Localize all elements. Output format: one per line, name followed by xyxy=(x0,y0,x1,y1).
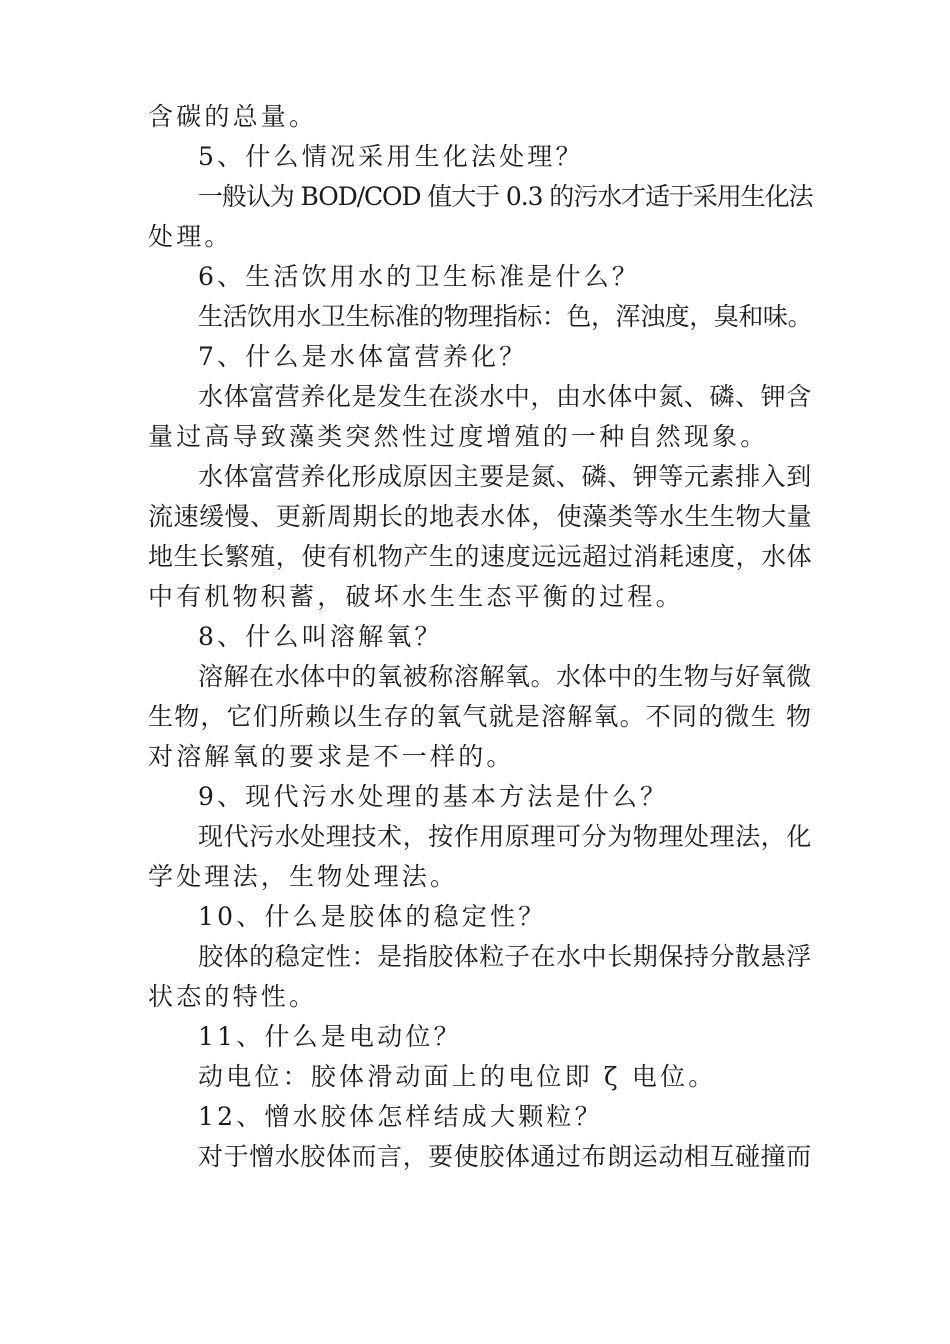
text-line: 中有机物积蓄，破坏水生生态平衡的过程。 xyxy=(148,582,684,611)
text-line: 水体富营养化是发生在淡水中，由水体中氮、磷、钾含 xyxy=(198,382,812,411)
text-line: 对溶解氧的要求是不一样的。 xyxy=(148,742,515,771)
text-line: 动电位：胶体滑动面上的电位即 ζ 电位。 xyxy=(198,1062,717,1091)
text-line: 处理。 xyxy=(148,222,233,251)
text-line: 胶体的稳定性：是指胶体粒子在水中长期保持分散悬浮 xyxy=(198,942,812,971)
question-heading: 11、什么是电动位？ xyxy=(198,1022,462,1051)
question-heading: 5、什么情况采用生化法处理？ xyxy=(198,142,584,171)
text-line: 地生长繁殖，使有机物产生的速度远远超过消耗速度，水体 xyxy=(148,542,813,571)
text-line: 对于憎水胶体而言，要使胶体通过布朗运动相互碰撞而 xyxy=(198,1142,812,1171)
text-line: 学处理法，生物处理法。 xyxy=(148,862,459,891)
text-line: 溶解在水体中的氧被称溶解氧。水体中的生物与好氧微 xyxy=(198,662,812,691)
text-line: 含碳的总量。 xyxy=(148,102,318,131)
question-heading: 8、什么叫溶解氧？ xyxy=(198,622,443,651)
question-heading: 9、现代污水处理的基本方法是什么？ xyxy=(198,782,669,811)
text-line: 现代污水处理技术，按作用原理可分为物理处理法，化 xyxy=(198,822,812,851)
question-heading: 7、什么是水体富营养化？ xyxy=(198,342,528,371)
text-line: 流速缓慢、更新周期长的地表水体，使藻类等水生生物大量 xyxy=(148,502,813,531)
text-line: 一般认为 BOD/COD 值大于 0.3 的污水才适于采用生化法 xyxy=(198,182,813,211)
question-heading: 10、什么是胶体的稳定性？ xyxy=(198,902,547,931)
question-heading: 6、生活饮用水的卫生标准是什么？ xyxy=(198,262,641,291)
text-line: 量过高导致藻类突然性过度增殖的一种自然现象。 xyxy=(148,422,769,451)
question-heading: 12、憎水胶体怎样结成大颗粒？ xyxy=(198,1102,603,1131)
text-line: 水体富营养化形成原因主要是氮、磷、钾等元素排入到 xyxy=(198,462,812,491)
text-line: 生物，它们所赖以生存的氧气就是溶解氧。不同的微生 物 xyxy=(148,702,813,731)
text-line: 状态的特性。 xyxy=(148,982,318,1011)
text-line: 生活饮用水卫生标准的物理指标：色，浑浊度，臭和味。 xyxy=(198,302,813,331)
